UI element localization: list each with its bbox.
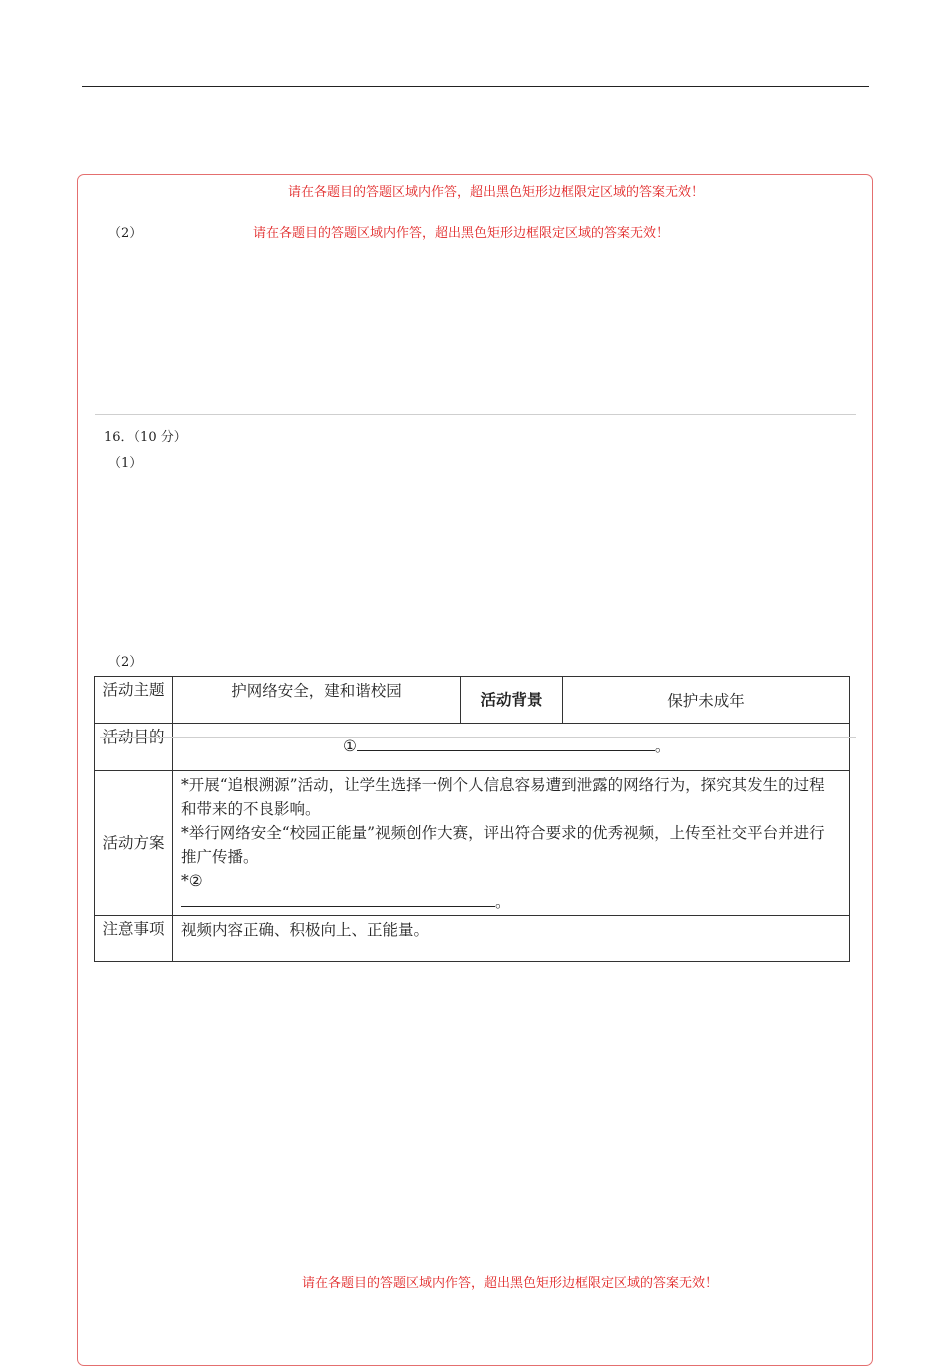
background-label-cell (461, 677, 563, 724)
section-divider (95, 414, 856, 415)
notes-value-cell (173, 916, 850, 962)
theme-value-cell (173, 677, 461, 724)
theme-value: 护网络安全，建和谐校园 (231, 682, 402, 700)
table-row (95, 771, 850, 916)
q15-part2-label: （2） (108, 226, 143, 241)
plan-item-3-line (181, 893, 837, 911)
theme-label: 活动主题 (102, 681, 165, 699)
answer-blank-2[interactable] (181, 894, 495, 907)
plan-label-cell (95, 771, 173, 916)
table-row (95, 916, 850, 962)
q16-part1-label: （1） (108, 456, 143, 471)
background-label: 活动背景 (480, 691, 543, 709)
purpose-value-cell (173, 724, 850, 771)
background-value: 保护未成年 (667, 692, 745, 710)
notes-label: 注意事项 (102, 920, 165, 938)
warning-middle: 请在各题目的答题区域内作答，超出黑色矩形边框限定区域的答案无效！ (253, 226, 670, 241)
purpose-end: 。 (654, 737, 671, 755)
header-rule (82, 86, 869, 87)
warning-top: 请在各题目的答题区域内作答，超出黑色矩形边框限定区域的答案无效！ (288, 185, 705, 200)
notes-label-cell (95, 916, 173, 962)
plan-item-2: *举行网络安全“校园正能量”视频创作大赛，评出符合要求的优秀视频，上传至社交平台并进行推广传播。 (181, 824, 825, 866)
plan-value-cell (173, 771, 850, 916)
background-value-cell (563, 677, 850, 724)
purpose-label: 活动目的 (102, 728, 165, 746)
q16-header: 16．（10 分） (104, 430, 187, 445)
notes-value: 视频内容正确、积极向上、正能量。 (181, 921, 430, 939)
plan-item-1: *开展“追根溯源”活动，让学生选择一例个人信息容易遭到泄露的网络行为，探究其发生的过程和带来的不良影响。 (181, 776, 825, 818)
warning-bottom: 请在各题目的答题区域内作答，超出黑色矩形边框限定区域的答案无效！ (302, 1276, 719, 1291)
plan-item-3-marker: *② (181, 872, 203, 890)
table-row (95, 724, 850, 771)
q16-part2-label: （2） (108, 655, 143, 670)
activity-plan-table (94, 676, 850, 962)
purpose-label-cell (95, 724, 173, 771)
table-row (95, 677, 850, 724)
plan-item-3-end: 。 (495, 893, 511, 911)
theme-label-cell (95, 677, 173, 724)
blank-marker-1: ① (343, 737, 357, 755)
overlay-divider (100, 737, 856, 738)
plan-label: 活动方案 (102, 834, 165, 852)
